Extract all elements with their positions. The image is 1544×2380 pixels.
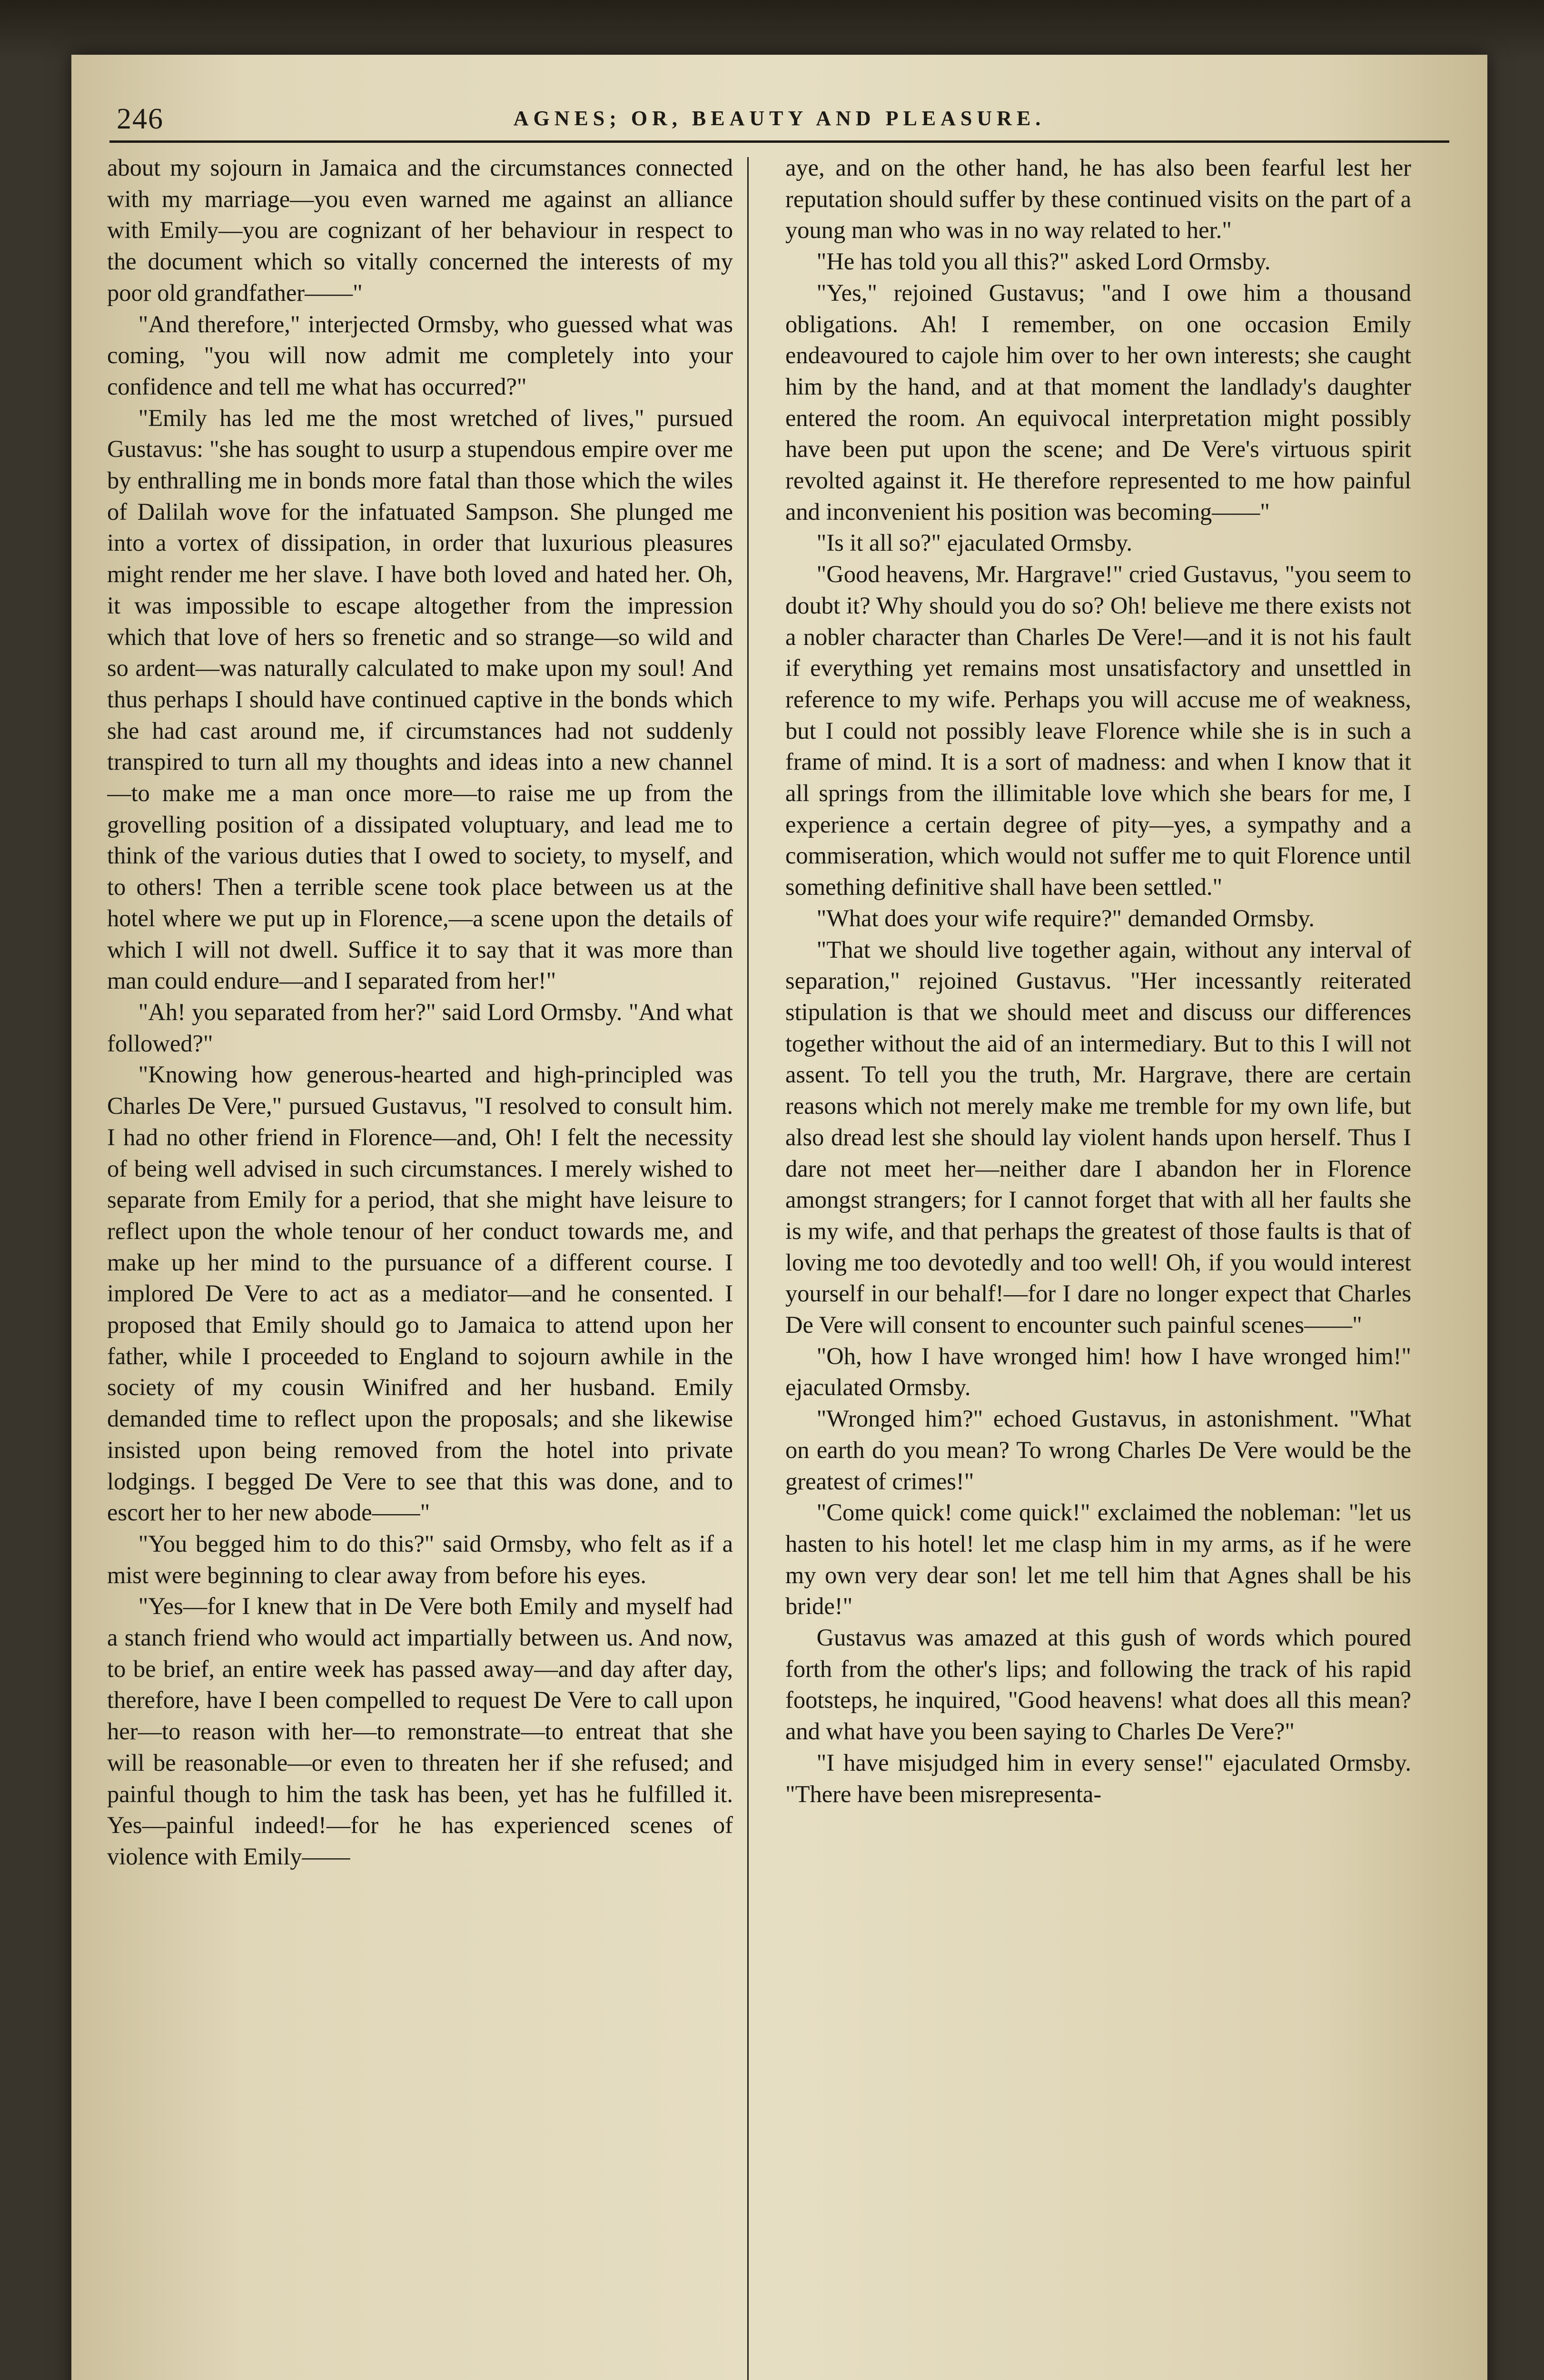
paragraph: "What does your wife require?" demanded Ormsby. <box>816 904 1315 932</box>
paragraph: "Good heavens, Mr. Hargrave!" cried Gustavus, "you seem to doubt it? Why should you do so? Oh! believe me there exists not a nobler character than Charles De Vere!—and it is not his fault if everything yet remains most unsatisfactory and unsettled in reference to my wife. Perhaps you will accuse me of weakness, but I could not possibly leave Florence while she is in such a frame of mind. It is a sort of madness: and when I know that it all springs from the illimitable love which she bears for me, I experience a certain degree of pity—yes, a sympathy and a commiseration, which would not suffer me to quit Florence until something definitive shall have been settled." <box>785 561 1411 901</box>
paragraph: "And therefore," interjected Ormsby, who guessed what was coming, "you will now admit me completely into your confidence and tell me what has occurred?" <box>107 310 733 400</box>
paragraph: "Oh, how I have wronged him! how I have wronged him!" ejaculated Ormsby. <box>785 1342 1411 1401</box>
paragraph: Gustavus was amazed at this gush of words which poured forth from the other's lips; and following the track of his rapid footsteps, he inquired, "Good heavens! what does all this mean? and what have you been saying to Charles De Vere?" <box>785 1624 1411 1745</box>
paragraph: aye, and on the other hand, he has also been fearful lest her reputation should suffer by these continued visits on the part of a young man who was in no way related to her." <box>785 154 1411 244</box>
paragraph: "Is it all so?" ejaculated Ormsby. <box>816 529 1133 556</box>
right-column <box>785 152 1411 2380</box>
paragraph: "Yes," rejoined Gustavus; "and I owe him a thousand obligations. Ah! I remember, on one occasion Emily endeavoured to cajole him over to her own interests; she caught him by the hand, and at that moment the landlady's daughter entered the room. An equivocal interpretation might possibly have been put upon the scene; and De Vere's virtuous spirit revolted against it. He therefore represented to me how painful and inconvenient his position was becoming——" <box>785 279 1411 525</box>
paragraph: "That we should live together again, without any interval of separation," rejoined Gustavus. "Her incessantly reiterated stipulation is that we should meet and discuss our differences together without the aid of an intermediary. But to this I will not assent. To tell you the truth, Mr. Hargrave, there are certain reasons which not merely make me tremble for my own life, but also dread lest she should lay violent hands upon herself. Thus I dare not meet her—neither dare I abandon her in Florence amongst strangers; for I cannot forget that with all her faults she is my wife, and that perhaps the greatest of those faults is that of loving me too devotedly and too well! Oh, if you would interest yourself in our behalf!—for I dare no longer expect that Charles De Vere will consent to encounter such painful scenes——" <box>785 936 1411 1339</box>
paragraph: "Emily has led me the most wretched of lives," pursued Gustavus: "she has sought to usurp a stupendous empire over me by enthralling me in bonds more fatal than those which the wiles of Dalilah wove for the infatuated Sampson. She plunged me into a vortex of dissipation, in order that luxurious pleasures might render me her slave. I have both loved and hated her. Oh, it was impossible to escape altogether from the impression which that love of hers so frenetic and so strange—so wild and so ardent—was naturally calculated to make upon my soul! And thus perhaps I should have continued captive in the bonds which she had cast around me, if circumstances had not suddenly transpired to turn all my thoughts and ideas into a new channel—to make me a man once more—to raise me up from the grovelling position of a dissipated voluptuary, and lead me to think of the various duties that I owed to society, to myself, and to others! Then a terrible scene took place between us at the hotel where we put up in Florence,—a scene upon the details of which I will not dwell. Suffice it to say that it was more than man could endure—and I separated from her!" <box>107 404 733 994</box>
paragraph: "Wronged him?" echoed Gustavus, in astonishment. "What on earth do you mean? To wrong Charles De Vere would be the greatest of crimes!" <box>785 1405 1411 1495</box>
page-header <box>71 102 1487 155</box>
paragraph: "Ah! you separated from her?" said Lord Ormsby. "And what followed?" <box>107 998 733 1057</box>
running-title: AGNES; OR, BEAUTY AND PLEASURE. <box>513 107 1046 130</box>
paragraph: "Come quick! come quick!" exclaimed the nobleman: "let us hasten to his hotel! let me clasp him in my arms, as if he were my own very dear son! let me tell him that Agnes shall be his bride!" <box>785 1499 1411 1620</box>
paragraph: "Knowing how generous-hearted and high-principled was Charles De Vere," pursued Gustavus, "I resolved to consult him. I had no other friend in Florence—and, Oh! I felt the necessity of being well advised in such circumstances. I merely wished to separate from Emily for a period, that she might have leisure to reflect upon the whole tenour of her conduct towards me, and make up her mind to the pursuance of a different course. I implored De Vere to act as a mediator—and he consented. I proposed that Emily should go to Jamaica to attend upon her father, while I proceeded to England to sojourn awhile in the society of my cousin Winifred and her husband. Emily demanded time to reflect upon the proposals; and she likewise insisted upon being removed from the hotel into private lodgings. I begged De Vere to see that this was done, and to escort her to her new abode——" <box>107 1061 733 1526</box>
header-rule <box>109 140 1449 143</box>
page-number: 246 <box>117 103 164 135</box>
left-column <box>107 152 733 2380</box>
paragraph: "He has told you all this?" asked Lord Ormsby. <box>816 248 1271 275</box>
paragraph: "Yes—for I knew that in De Vere both Emily and myself had a stanch friend who would act impartially between us. And now, to be brief, an entire week has passed away—and day after day, therefore, have I been compelled to request De Vere to call upon her—to reason with her—to remonstrate—to entreat that she will be reasonable—or even to threaten her if she refused; and painful though to him the task has been, yet has he fulfilled it. Yes—painful indeed!—for he has experienced scenes of violence with Emily—— <box>107 1593 733 1870</box>
paragraph: "I have misjudged him in every sense!" ejaculated Ormsby. "There have been misrepresenta- <box>785 1749 1411 1807</box>
paragraph: "You begged him to do this?" said Ormsby, who felt as if a mist were beginning to clear away from before his eyes. <box>107 1530 733 1588</box>
column-divider <box>747 157 749 2380</box>
book-page <box>71 55 1487 2380</box>
paragraph: about my sojourn in Jamaica and the circumstances connected with my marriage—you even warned me against an alliance with Emily—you are cognizant of her behaviour in respect to the document which so vitally concerned the interests of my poor old grandfather——" <box>107 154 733 306</box>
